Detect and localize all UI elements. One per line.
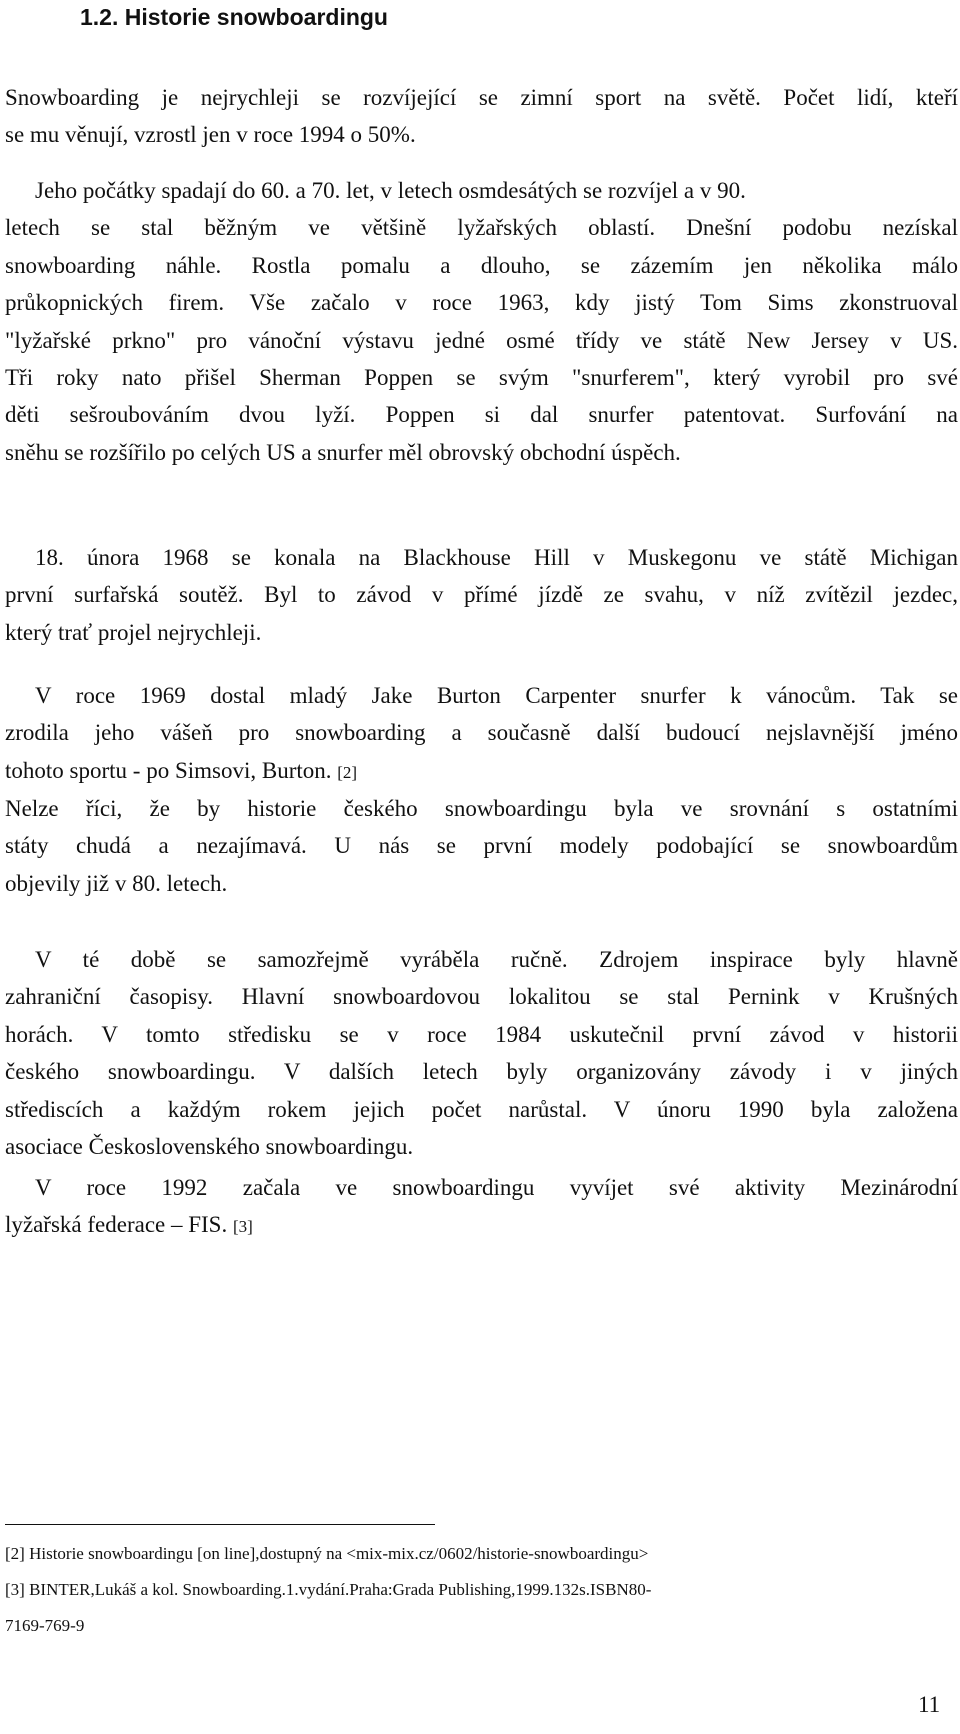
text-line: Nelze říci, že by historie českého snowboardingu byla ve srovnání s ostatními — [5, 796, 958, 821]
text-line: zrodila jeho vášeň pro snowboarding a současně další budoucí nejslavnější jméno — [5, 720, 958, 746]
text-line: Jeho počátky spadají do 60. a 70. let, v letech osmdesátých se rozvíjel a v 90. — [35, 178, 746, 203]
page-number: 11 — [918, 1692, 941, 1717]
text-line: zahraniční časopisy. Hlavní snowboardovou lokalitou se stal Pernink v Krušných — [5, 984, 958, 1010]
text-line: průkopnických firem. Vše začalo v roce 1963, kdy jistý Tom Sims zkonstruoval — [5, 290, 958, 316]
paragraph-4 — [5, 677, 958, 789]
footnote: [2] Historie snowboardingu [on line],dostupný na <mix-mix.cz/0602/historie-snowboardingu> — [5, 1544, 649, 1563]
paragraph-5 — [5, 790, 958, 902]
text-line: snowboarding náhle. Rostla pomalu a dlouho, se zázemím jen několika málo — [5, 252, 958, 278]
text-line — [5, 752, 958, 789]
text-line: střediscích a každým rokem jejich počet narůstal. V únoru 1990 byla založena — [5, 1096, 958, 1122]
text-line: horách. V tomto středisku se v roce 1984 uskutečnil první závod v historii — [5, 1021, 958, 1047]
text-line: první surfařská soutěž. Byl to závod v přímé jízdě ze svahu, v níž zvítězil jezdec, — [5, 582, 958, 608]
paragraph-3 — [5, 539, 958, 651]
footnotes — [5, 1536, 945, 1644]
text-line: se mu věnují, vzrostl jen v roce 1994 o 50%. — [5, 122, 416, 148]
paragraph-6 — [5, 941, 958, 1165]
text-line: "lyžařské prkno" pro vánoční výstavu jedné osmé třídy ve státě New Jersey v US. — [5, 327, 958, 353]
paragraph-2 — [5, 172, 958, 471]
text-line: V roce 1992 začala ve snowboardingu vyvíjet své aktivity Mezinárodní — [35, 1175, 958, 1200]
text-line-content: tohoto sportu - po Simsovi, Burton. — [5, 757, 332, 783]
footnote: [3] BINTER,Lukáš a kol. Snowboarding.1.vydání.Praha:Grada Publishing,1999.132s.ISBN80- — [5, 1580, 652, 1599]
text-line: asociace Československého snowboardingu. — [5, 1133, 414, 1159]
citation-ref: [2] — [337, 762, 358, 782]
text-line-content: lyžařská federace – FIS. — [5, 1212, 228, 1238]
paragraph-7 — [5, 1169, 958, 1244]
text-line: 18. února 1968 se konala na Blackhouse Hill v Muskegonu ve státě Michigan — [35, 545, 958, 570]
text-line: Snowboarding je nejrychleji se rozvíjející se zimní sport na světě. Počet lidí, kteří — [5, 85, 958, 110]
text-line — [5, 1206, 958, 1243]
text-line: sněhu se rozšířilo po celých US a snurfer měl obrovský obchodní úspěch. — [5, 439, 681, 465]
text-line: státy chudá a nezajímavá. U nás se první modely podobající se snowboardům — [5, 833, 958, 859]
paragraph-1 — [5, 79, 958, 154]
footnote-separator — [5, 1524, 435, 1525]
text-line: děti sešroubováním dvou lyží. Poppen si dal snurfer patentovat. Surfování na — [5, 402, 958, 428]
citation-ref: [3] — [232, 1217, 253, 1237]
text-line: objevily již v 80. letech. — [5, 870, 228, 896]
text-line: českého snowboardingu. V dalších letech byly organizovány závody i v jiných — [5, 1059, 958, 1085]
section-heading: 1.2. Historie snowboardingu — [80, 4, 388, 30]
footnote: 7169-769-9 — [5, 1616, 85, 1635]
text-line: letech se stal běžným ve většině lyžařských oblastí. Dnešní podobu nezískal — [5, 215, 958, 241]
text-line: Tři roky nato přišel Sherman Poppen se svým "snurferem", který vyrobil pro své — [5, 364, 958, 390]
text-line: který trať projel nejrychleji. — [5, 619, 262, 645]
text-line: V té době se samozřejmě vyráběla ručně. Zdrojem inspirace byly hlavně — [35, 947, 958, 972]
text-line: V roce 1969 dostal mladý Jake Burton Carpenter snurfer k vánocům. Tak se — [35, 683, 958, 708]
